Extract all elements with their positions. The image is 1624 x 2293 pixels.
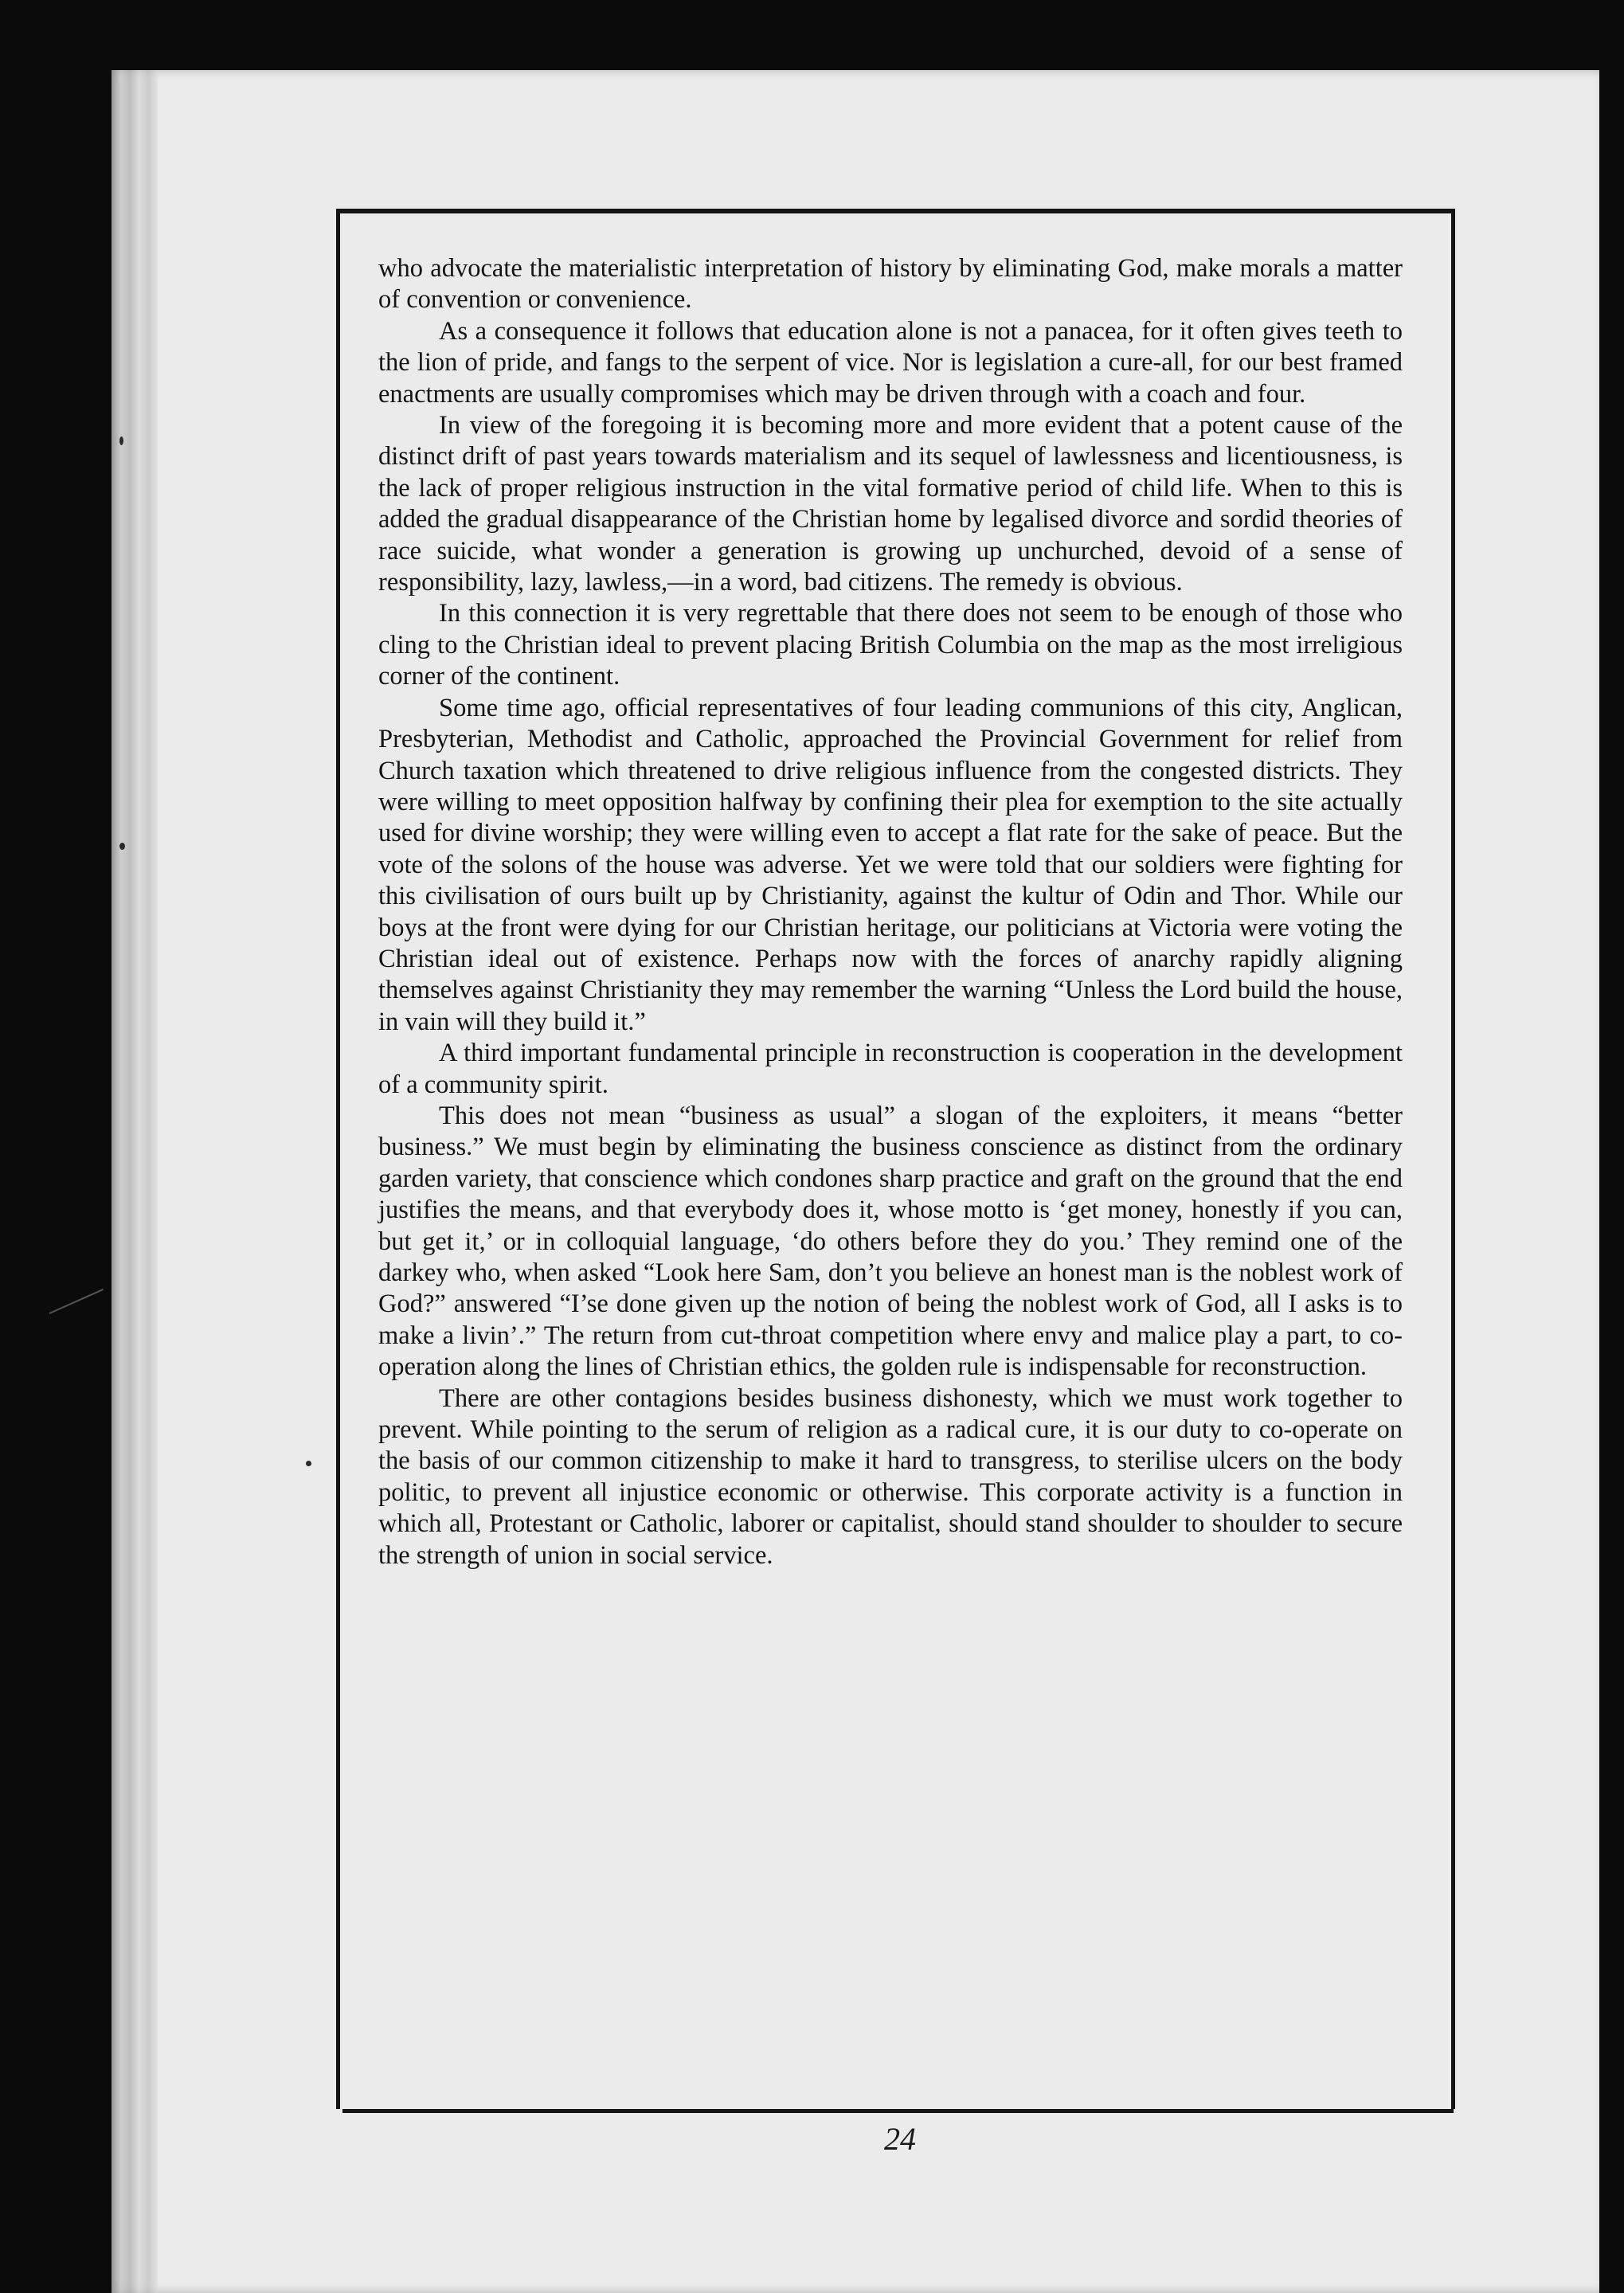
paragraph: In view of the foregoing it is becoming more and more evident that a potent cause of the distinct drift of past years towards materialism and its sequel of lawlessness and licentiousness, is the lack of proper religious instruction in the vital formative period of child life. When to this is added the gradual disappearance of the Christian home by legalised divorce and sordid theories of race suicide, what wonder a generation is growing up unchurched, devoid of a sense of responsibility, lazy, lawless,—in a word, bad citizens. The remedy is obvious. (378, 411, 1403, 597)
paragraph: As a consequence it follows that education alone is not a panacea, for it often gives teeth to the lion of pride, and fangs to the serpent of vice. Nor is legislation a cure-all, for our best framed enactments are usually compromises which may be driven through with a coach and four. (378, 316, 1403, 409)
page-number: 24 (884, 2121, 916, 2157)
margin-speck (119, 436, 123, 445)
paragraph: who advocate the materialistic interpretation of history by eliminating God, make morals a matter of convention or convenience. (378, 254, 1403, 315)
text-frame-bottom-rule (342, 2109, 1454, 2113)
scan-right-edge (1599, 70, 1624, 2293)
paragraph: This does not mean “business as usual” a slogan of the exploiters, it means “better business.” We must begin by eliminating the business conscience as distinct from the ordinary garden variety, that conscience which condones sharp practice and graft on the ground that the end justifies the means, and that everybody does it, whose motto is ‘get money, honestly if you can, but get it,’ or in colloquial language, ‘do others before they do you.’ They remind one of the darkey who, when asked “Look here Sam, don’t you believe an honest man is the noblest work of God?” answered “I’se done given up the notion of being the noblest work of God, all I asks is to make a livin’.” The return from cut-throat competition where envy and malice play a part, to co-operation along the lines of Christian ethics, the golden rule is indispensable for reconstruction. (378, 1101, 1403, 1382)
margin-speck (119, 843, 125, 850)
paragraph: In this connection it is very regrettable that there does not seem to be enough of those who cling to the Christian ideal to prevent placing British Columbia on the map as the most irreligious corner of the continent. (378, 599, 1403, 691)
paragraph: A third important fundamental principle in reconstruction is cooperation in the development of a community spirit. (378, 1039, 1403, 1099)
page-binding-edge (112, 70, 158, 2293)
body-text (378, 253, 1403, 1571)
paragraph: There are other contagions besides business dishonesty, which we must work together to prevent. While pointing to the serum of religion as a radical cure, it is our duty to co-operate on the basis of our common citizenship to make it hard to transgress, to sterilise ulcers on the body politic, to prevent all injustice economic or otherwise. This corporate activity is a function in which all, Protestant or Catholic, laborer or capitalist, should stand shoulder to shoulder to secure the strength of union in social service. (378, 1383, 1403, 1570)
margin-speck (306, 1461, 311, 1466)
paragraph: Some time ago, official representatives of four leading communions of this city, Anglican, Presbyterian, Methodist and Catholic, approached the Provincial Government for relief from Church taxation which threatened to drive religious influence from the congested districts. They were willing to meet opposition halfway by confining their plea for exemption to the site actually used for divine worship; they were willing even to accept a flat rate for the sake of peace. But the vote of the solons of the house was adverse. Yet we were told that our soldiers were fighting for this civilisation of ours built up by Christianity, against the kultur of Odin and Thor. While our boys at the front were dying for our Christian heritage, our politicians at Victoria were voting the Christian ideal out of existence. Perhaps now with the forces of anarchy rapidly aligning themselves against Christianity they may remember the warning “Unless the Lord build the house, in vain will they build it.” (378, 693, 1403, 1036)
